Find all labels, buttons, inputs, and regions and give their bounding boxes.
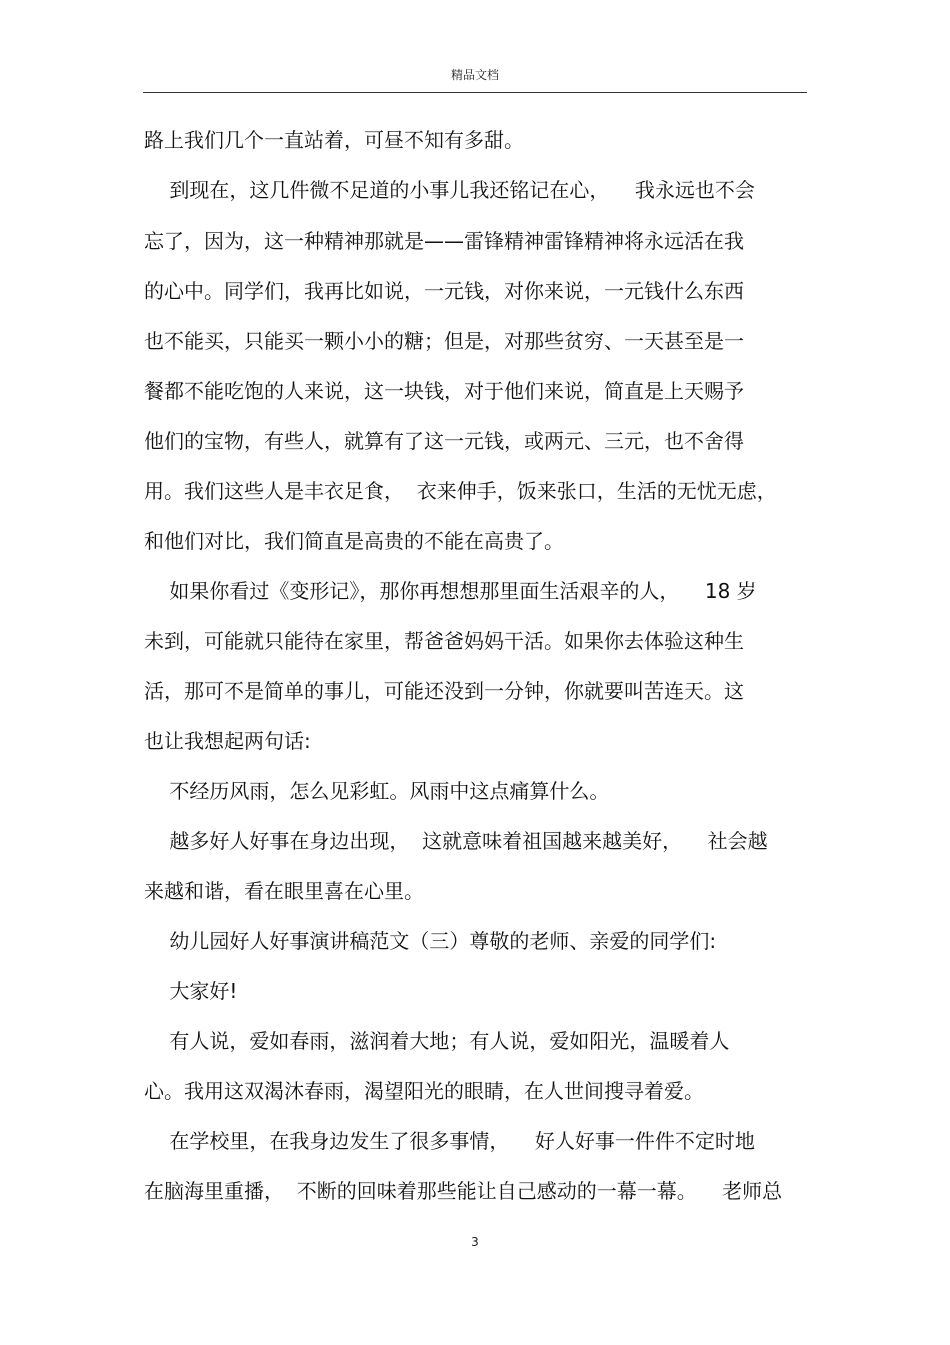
body-line: 在脑海里重播， 不断的回味着那些能让自己感动的一幕一幕。 老师总 [144, 1179, 783, 1203]
body-line: 和他们对比，我们简直是高贵的不能在高贵了。 [144, 529, 564, 553]
body-line: 活，那可不是简单的事儿，可能还没到一分钟，你就要叫苦连天。这 [144, 679, 744, 703]
body-line: 幼儿园好人好事演讲稿范文（三）尊敬的老师、亲爱的同学们: [144, 929, 717, 953]
body-line: 也不能买，只能买一颗小小的糖；但是，对那些贫穷、一天甚至是一 [144, 329, 744, 353]
body-line: 也让我想起两句话: [144, 729, 311, 753]
body-line: 有人说，爱如春雨，滋润着大地；有人说，爱如阳光，温暖着人 [144, 1029, 730, 1053]
page-header: 精品文档 [450, 68, 499, 82]
body-line: 不经历风雨，怎么见彩虹。风雨中这点痛算什么。 [144, 779, 610, 803]
body-line: 越多好人好事在身边出现， 这就意味着祖国越来越美好， 社会越 [144, 829, 768, 853]
body-line: 他们的宝物，有些人，就算有了这一元钱，或两元、三元，也不舍得 [144, 429, 744, 453]
body-line: 心。我用这双渴沐春雨，渴望阳光的眼睛，在人世间搜寻着爱。 [144, 1079, 704, 1103]
body-line: 的心中。同学们，我再比如说，一元钱，对你来说，一元钱什么东西 [144, 279, 744, 303]
page-number: 3 [471, 1235, 479, 1249]
body-line: 路上我们几个一直站着，可昼不知有多甜。 [144, 128, 524, 152]
body-line: 大家好! [144, 979, 238, 1003]
body-line: 来越和谐，看在眼里喜在心里。 [144, 879, 424, 903]
body-line: 到现在，这几件微不足道的小事儿我还铭记在心， 我永远也不会 [144, 178, 755, 202]
body-line: 未到，可能就只能待在家里，帮爸爸妈妈干活。如果你去体验这种生 [144, 629, 744, 653]
body-line: 忘了，因为，这一种精神那就是——雷锋精神雷锋精神将永远活在我 [144, 229, 744, 253]
body-line: 餐都不能吃饱的人来说，这一块钱，对于他们来说，简直是上天赐予 [144, 379, 744, 403]
body-line: 在学校里，在我身边发生了很多事情， 好人好事一件件不定时地 [144, 1129, 755, 1153]
body-line: 用。我们这些人是丰衣足食， 衣来伸手，饭来张口，生活的无忧无虑， [144, 479, 777, 503]
body-line: 如果你看过《变形记》，那你再想想那里面生活艰辛的人， 18 岁 [144, 579, 757, 603]
header-divider [143, 92, 807, 93]
